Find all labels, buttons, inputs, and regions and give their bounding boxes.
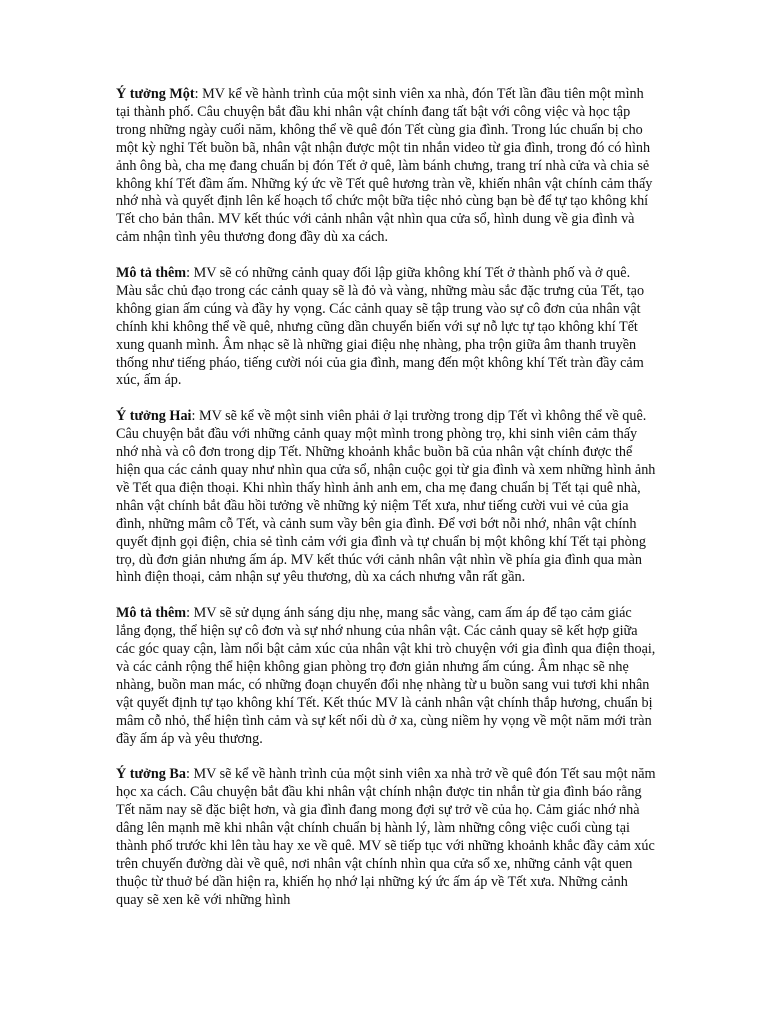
paragraph-idea-two <box>116 408 656 587</box>
paragraph-label: Mô tả thêm <box>116 605 187 622</box>
document-page <box>116 86 656 928</box>
paragraph-text: : MV sẽ có những cảnh quay đối lập giữa không khí Tết ở thành phố và ở quê. Màu sắc chủ đạo trong các cảnh quay sẽ là đỏ và vàng, những màu sắc đặc trưng của Tết, tạo không gian ấm cúng và đầy hy vọng. Các cảnh quay sẽ tập trung vào sự cô đơn của nhân vật chính khi không thể về quê, nhưng cũng dần chuyển biến với sự nỗ lực tự tạo không khí Tết xung quanh mình. Âm nhạc sẽ là những giai điệu nhẹ nhàng, pha trộn giữa âm thanh truyền thống như tiếng pháo, tiếng cười nói của gia đình, mang đến một không khí Tết tràn đầy cảm xúc, ấm áp. <box>116 265 645 389</box>
paragraph-text: : MV sẽ sử dụng ánh sáng dịu nhẹ, mang sắc vàng, cam ấm áp để tạo cảm giác lắng đọng, thể hiện sự cô đơn và sự nhớ nhung của nhân vật. Các cảnh quay sẽ kết hợp giữa các góc quay cận, làm nổi bật cảm xúc của nhân vật khi trò chuyện với gia đình qua điện thoại, và các cảnh rộng thể hiện không gian phòng trọ đơn giản nhưng ấm cúng. Âm nhạc sẽ nhẹ nhàng, buồn man mác, có những đoạn chuyển đổi nhẹ nhàng từ u buồn sang vui tươi khi nhân vật quyết định tự tạo không khí Tết. Kết thúc MV là cảnh nhân vật chính thắp hương, chuẩn bị mâm cỗ nhỏ, thể hiện tình cảm và sự kết nối dù ở xa, cùng niềm hy vọng về một năm mới tràn đầy ấm áp và yêu thương. <box>116 605 656 747</box>
paragraph-text: : MV sẽ kể về một sinh viên phải ở lại trường trong dịp Tết vì không thể về quê. Câu chuyện bắt đầu với những cảnh quay một mình trong phòng trọ, khi sinh viên cảm thấy nhớ nhà và cô đơn trong dịp Tết. Những khoảnh khắc buồn bã của nhân vật chính được thể hiện qua các cảnh quay như nhìn qua cửa sổ, nhận cuộc gọi từ gia đình và xem những hình ảnh về Tết qua điện thoại. Khi nhìn thấy hình ảnh anh em, cha mẹ đang chuẩn bị Tết tại quê nhà, nhân vật chính bắt đầu hồi tưởng về những kỷ niệm Tết xưa, như tiếng cười vui vẻ của gia đình, những mâm cỗ Tết, và cảnh sum vầy bên gia đình. Để vơi bớt nỗi nhớ, nhân vật chính quyết định gọi điện, chia sẻ tình cảm với gia đình và tự chuẩn bị một không khí Tết tại phòng trọ, dù đơn giản nhưng ấm áp. MV kết thúc với cảnh nhân vật nhìn về phía gia đình qua màn hình điện thoại, cảm nhận sự yêu thương, dù xa cách nhưng vẫn rất gần. <box>116 408 656 586</box>
paragraph-label: Mô tả thêm <box>116 265 187 282</box>
paragraph-label: Ý tưởng Ba <box>116 766 186 783</box>
paragraph-description-one <box>116 265 656 390</box>
paragraph-label: Ý tưởng Một <box>116 86 195 102</box>
paragraph-label: Ý tưởng Hai <box>116 408 192 425</box>
paragraph-text: : MV kể về hành trình của một sinh viên xa nhà, đón Tết lần đầu tiên một mình tại thành phố. Câu chuyện bắt đầu khi nhân vật chính đang tất bật với công việc và học tập trong những ngày cuối năm, không thể về quê đón Tết cùng gia đình. Trong lúc chuẩn bị cho một kỳ nghỉ Tết buồn bã, nhân vật nhận được một tin nhắn video từ gia đình, trong đó có hình ảnh ông bà, cha mẹ đang chuẩn bị đón Tết ở quê, làm bánh chưng, trang trí nhà cửa và chia sẻ không khí Tết đầm ấm. Những ký ức về Tết quê hương tràn về, khiến nhân vật chính cảm thấy nhớ nhà và quyết định lên kế hoạch tổ chức một bữa tiệc nhỏ cùng bạn bè để tự tạo không khí Tết cho bản thân. MV kết thúc với cảnh nhân vật nhìn qua cửa sổ, hình dung về gia đình và cảm nhận tình yêu thương đong đầy dù xa cách. <box>116 86 653 246</box>
paragraph-idea-one <box>116 86 656 247</box>
paragraph-text: : MV sẽ kể về hành trình của một sinh viên xa nhà trở về quê đón Tết sau một năm học xa cách. Câu chuyện bắt đầu khi nhân vật chính nhận được tin nhắn từ gia đình báo rằng Tết năm nay sẽ đặc biệt hơn, và gia đình đang mong đợi sự trở về của họ. Cảm giác nhớ nhà dâng lên mạnh mẽ khi nhân vật chính chuẩn bị hành lý, làm những công việc cuối cùng tại thành phố trước khi lên tàu hay xe về quê. MV sẽ tiếp tục với những khoảnh khắc đầy cảm xúc trên chuyến đường dài về quê, nơi nhân vật chính nhìn qua cửa sổ xe, những cảnh vật quen thuộc từ thuở bé dần hiện ra, khiến họ nhớ lại những ký ức ấm áp về Tết xưa. Những cảnh quay sẽ xen kẽ với những hình <box>116 766 656 908</box>
paragraph-description-two <box>116 605 656 748</box>
paragraph-idea-three <box>116 766 656 909</box>
